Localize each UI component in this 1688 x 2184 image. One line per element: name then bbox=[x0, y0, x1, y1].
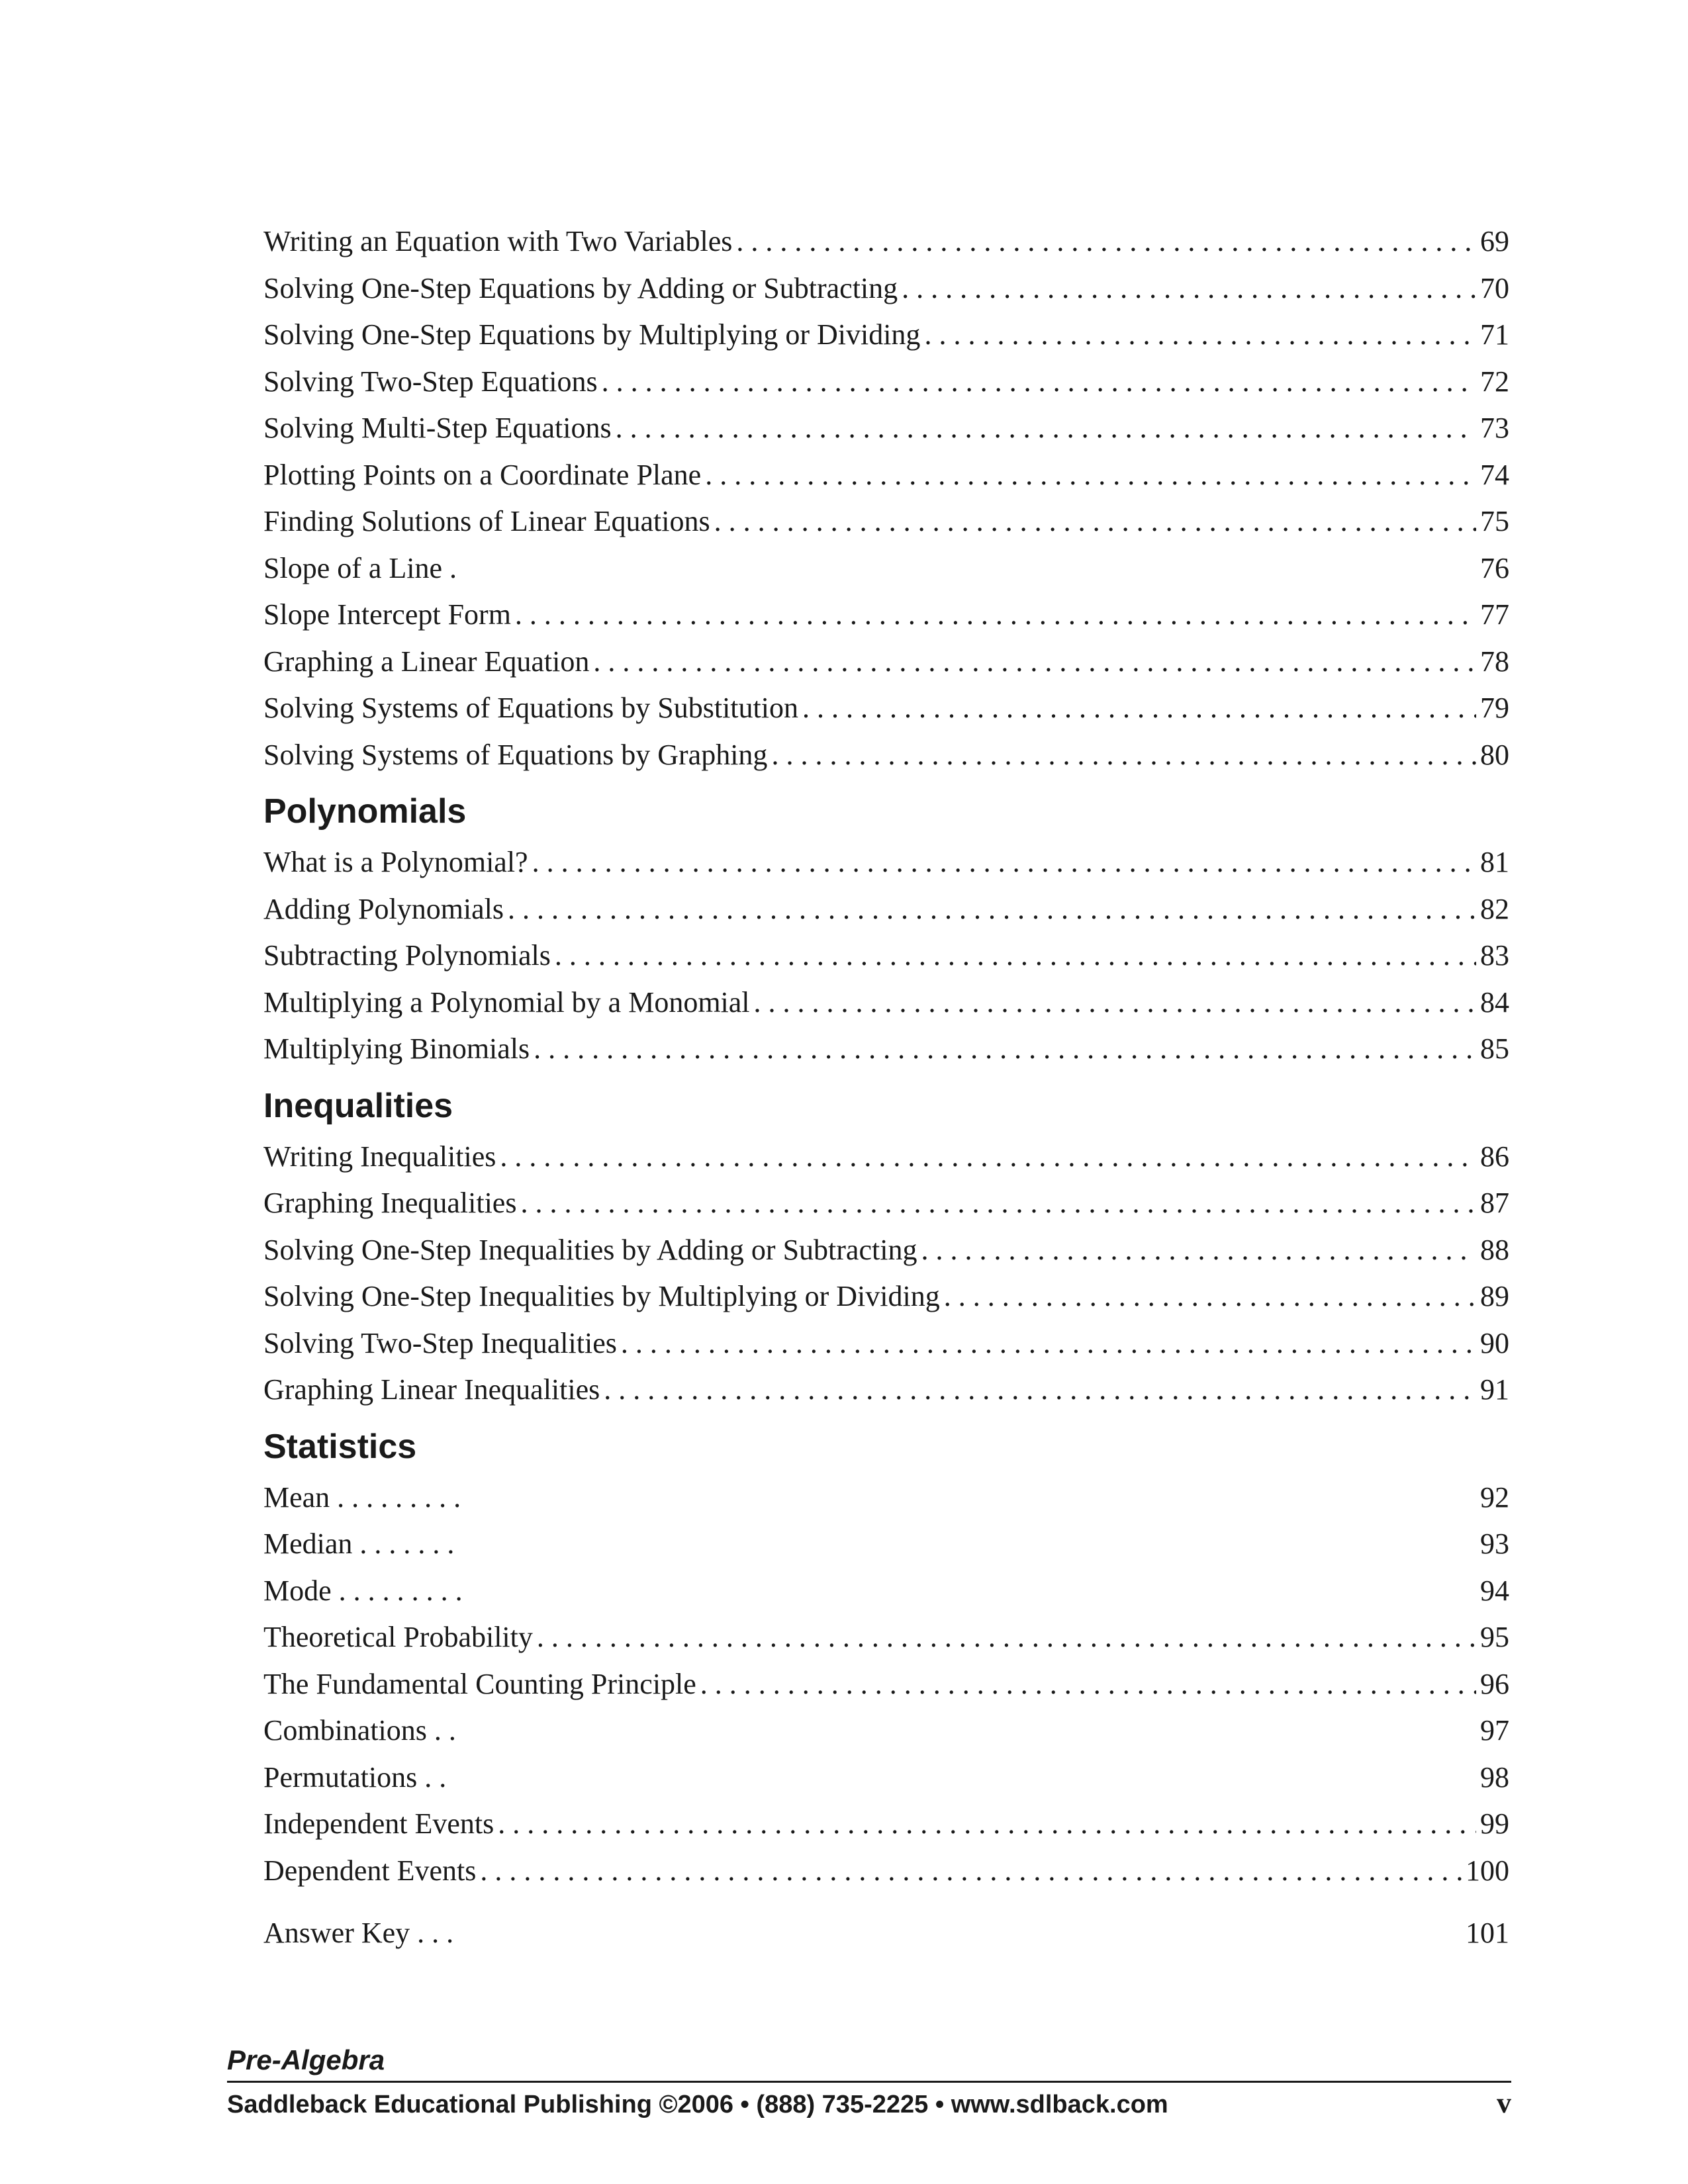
dot-leader bbox=[476, 1848, 1462, 1895]
toc-entry bbox=[263, 1848, 1509, 1895]
toc-entry-title: Permutations . . bbox=[263, 1760, 447, 1794]
toc-entry-page: 74 bbox=[1480, 458, 1509, 491]
dot-leader bbox=[920, 312, 1476, 359]
toc-entry-title: Slope of a Line . bbox=[263, 551, 457, 584]
toc-entry-page: 77 bbox=[1480, 598, 1509, 631]
toc-entry-title: Mean . . . . . . . . . bbox=[263, 1480, 461, 1514]
toc-entry-title: Solving One-Step Equations by Adding or Subtracting bbox=[263, 271, 898, 304]
toc-entry-page: 94 bbox=[1480, 1574, 1509, 1607]
toc-entry-title: Theoretical Probability bbox=[263, 1621, 533, 1653]
dot-leader bbox=[589, 639, 1476, 686]
toc-entry-title: Median . . . . . . . bbox=[263, 1527, 455, 1560]
toc-entry bbox=[263, 1475, 1509, 1522]
toc-entry bbox=[263, 1367, 1509, 1414]
table-of-contents bbox=[263, 218, 1509, 1957]
toc-entry-title: Multiplying a Polynomial by a Monomial bbox=[263, 985, 750, 1019]
page-number: v bbox=[1497, 2087, 1511, 2119]
toc-entry-page: 73 bbox=[1480, 412, 1509, 444]
dot-leader bbox=[494, 1801, 1476, 1848]
toc-entry-title: Solving Multi-Step Equations bbox=[263, 412, 612, 444]
footer-line bbox=[227, 2083, 1511, 2125]
toc-entry bbox=[263, 886, 1509, 933]
toc-entry-title: The Fundamental Counting Principle bbox=[263, 1667, 696, 1700]
toc-entry-title: Dependent Events bbox=[263, 1854, 477, 1887]
dot-leader bbox=[701, 452, 1476, 499]
toc-entry-title: Writing Inequalities bbox=[263, 1140, 496, 1173]
toc-entry bbox=[263, 839, 1509, 886]
toc-entry-page: 98 bbox=[1480, 1760, 1509, 1794]
toc-entry bbox=[263, 1026, 1509, 1073]
dot-leader bbox=[617, 1320, 1476, 1367]
toc-entry bbox=[263, 498, 1509, 545]
toc-entry-title: Graphing Linear Inequalities bbox=[263, 1373, 600, 1406]
toc-entry bbox=[263, 1180, 1509, 1227]
toc-entry-title: Solving One-Step Inequalities by Multiplying or Dividing bbox=[263, 1280, 940, 1312]
book-title: Pre-Algebra bbox=[227, 2044, 385, 2075]
dot-leader bbox=[798, 685, 1476, 732]
toc-entry bbox=[263, 1754, 1509, 1801]
toc-entry bbox=[263, 359, 1509, 406]
publisher-info: Saddleback Educational Publishing ©2006 • (888) 735-2225 • www.sdlback.com bbox=[227, 2091, 1168, 2118]
toc-entry-page: 89 bbox=[1480, 1280, 1509, 1312]
dot-leader bbox=[598, 359, 1476, 406]
toc-entry-title: Graphing Inequalities bbox=[263, 1187, 517, 1219]
toc-entry-page: 78 bbox=[1480, 645, 1509, 678]
toc-entry-page: 72 bbox=[1480, 365, 1509, 398]
toc-entry-page: 86 bbox=[1480, 1140, 1509, 1173]
toc-entry-title: Mode . . . . . . . . . bbox=[263, 1574, 463, 1607]
toc-entry bbox=[263, 639, 1509, 686]
toc-entry-title: Independent Events bbox=[263, 1807, 494, 1840]
dot-leader bbox=[710, 498, 1476, 545]
toc-entry-title: Solving One-Step Equations by Multiplying or Dividing bbox=[263, 318, 921, 351]
toc-entry-title: Answer Key . . . bbox=[263, 1917, 454, 1949]
toc-entry-page: 96 bbox=[1480, 1667, 1509, 1700]
page-footer bbox=[227, 2042, 1511, 2125]
toc-entry-page: 84 bbox=[1480, 985, 1509, 1019]
toc-entry bbox=[263, 933, 1509, 979]
toc-entry-title: Subtracting Polynomials bbox=[263, 939, 551, 972]
toc-entry-title: Writing an Equation with Two Variables bbox=[263, 225, 733, 257]
toc-entry-page: 82 bbox=[1480, 892, 1509, 925]
toc-entry bbox=[263, 1134, 1509, 1181]
toc-entry bbox=[263, 312, 1509, 359]
dot-leader bbox=[612, 405, 1476, 452]
dot-leader bbox=[528, 839, 1476, 886]
toc-entry bbox=[263, 685, 1509, 732]
section-heading: Polynomials bbox=[263, 792, 467, 831]
dot-leader bbox=[504, 886, 1476, 933]
toc-entry-page: 79 bbox=[1480, 692, 1509, 724]
toc-entry-page: 99 bbox=[1480, 1807, 1509, 1840]
dot-leader bbox=[530, 1026, 1476, 1073]
toc-entry-page: 91 bbox=[1480, 1373, 1509, 1406]
toc-entry-page: 76 bbox=[1480, 551, 1509, 584]
dot-leader bbox=[511, 592, 1476, 639]
toc-entry-page: 97 bbox=[1480, 1714, 1509, 1747]
dot-leader bbox=[732, 218, 1476, 265]
toc-entry bbox=[263, 1320, 1509, 1367]
dot-leader bbox=[496, 1134, 1476, 1181]
toc-entry-page: 90 bbox=[1480, 1326, 1509, 1359]
dot-leader bbox=[551, 933, 1476, 979]
toc-entry-page: 92 bbox=[1480, 1480, 1509, 1514]
toc-entry-page: 80 bbox=[1480, 738, 1509, 771]
toc-entry-page: 71 bbox=[1480, 318, 1509, 351]
toc-entry-title: Plotting Points on a Coordinate Plane bbox=[263, 458, 702, 491]
dot-leader bbox=[898, 265, 1476, 312]
toc-entry-title: Graphing a Linear Equation bbox=[263, 645, 590, 678]
toc-entry-page: 75 bbox=[1480, 505, 1509, 537]
toc-entry-page: 100 bbox=[1466, 1854, 1509, 1887]
toc-entry bbox=[263, 1227, 1509, 1274]
toc-entry-title: Solving Two-Step Equations bbox=[263, 365, 598, 398]
dot-leader bbox=[696, 1661, 1476, 1708]
toc-entry bbox=[263, 545, 1509, 592]
section-spacer bbox=[263, 1894, 1509, 1910]
toc-entry-page: 87 bbox=[1480, 1187, 1509, 1219]
toc-entry bbox=[263, 592, 1509, 639]
toc-entry bbox=[263, 1661, 1509, 1708]
toc-entry-title: Solving One-Step Inequalities by Adding or Subtracting bbox=[263, 1233, 917, 1266]
dot-leader bbox=[917, 1227, 1476, 1274]
toc-entry-title: Multiplying Binomials bbox=[263, 1032, 530, 1065]
toc-entry-page: 95 bbox=[1480, 1621, 1509, 1653]
toc-entry bbox=[263, 1614, 1509, 1661]
toc-entry bbox=[263, 1707, 1509, 1754]
toc-entry bbox=[263, 732, 1509, 779]
toc-entry-page: 81 bbox=[1480, 846, 1509, 878]
toc-entry-page: 88 bbox=[1480, 1233, 1509, 1266]
toc-entry-page: 83 bbox=[1480, 939, 1509, 972]
toc-entry-title: Finding Solutions of Linear Equations bbox=[263, 505, 710, 537]
toc-entry bbox=[263, 265, 1509, 312]
toc-entry bbox=[263, 1521, 1509, 1568]
toc-entry-title: What is a Polynomial? bbox=[263, 846, 528, 878]
section-heading: Inequalities bbox=[263, 1086, 453, 1125]
toc-entry-title: Solving Systems of Equations by Graphing bbox=[263, 738, 768, 771]
toc-entry-page: 101 bbox=[1466, 1917, 1509, 1949]
dot-leader bbox=[767, 732, 1476, 779]
toc-entry-title: Adding Polynomials bbox=[263, 892, 504, 925]
dot-leader bbox=[940, 1273, 1476, 1320]
toc-entry-page: 85 bbox=[1480, 1032, 1509, 1065]
section-heading: Statistics bbox=[263, 1427, 417, 1466]
dot-leader bbox=[750, 979, 1476, 1026]
toc-entry bbox=[263, 1273, 1509, 1320]
toc-entry bbox=[263, 1910, 1509, 1957]
toc-entry bbox=[263, 452, 1509, 499]
toc-entry bbox=[263, 1801, 1509, 1848]
toc-entry-title: Solving Two-Step Inequalities bbox=[263, 1326, 617, 1359]
toc-entry bbox=[263, 405, 1509, 452]
toc-entry bbox=[263, 218, 1509, 265]
toc-entry-page: 93 bbox=[1480, 1527, 1509, 1560]
toc-entry-page: 70 bbox=[1480, 271, 1509, 304]
dot-leader bbox=[533, 1614, 1476, 1661]
toc-entry-title: Solving Systems of Equations by Substitution bbox=[263, 692, 798, 724]
toc-entry-page: 69 bbox=[1480, 225, 1509, 257]
toc-entry-title: Slope Intercept Form bbox=[263, 598, 511, 631]
toc-entry bbox=[263, 979, 1509, 1026]
toc-entry-title: Combinations . . bbox=[263, 1714, 456, 1747]
dot-leader bbox=[600, 1367, 1476, 1414]
toc-entry bbox=[263, 1568, 1509, 1615]
dot-leader bbox=[516, 1180, 1476, 1227]
